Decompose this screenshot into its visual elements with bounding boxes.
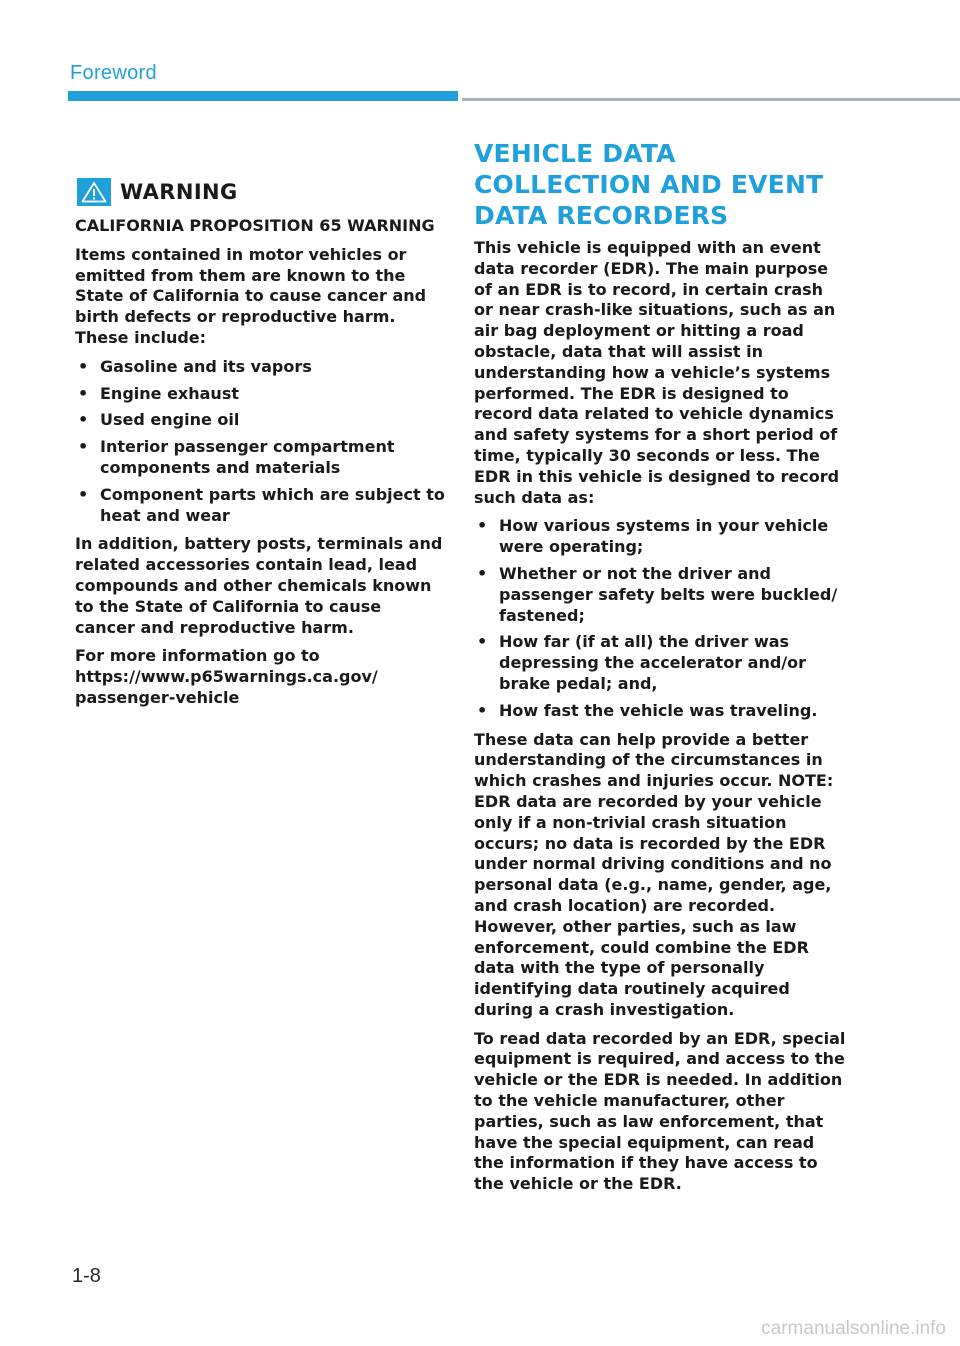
- warning-header: [77, 178, 445, 206]
- edr-intro: This vehicle is equipped with an event data recorder (EDR). The main purpose of an EDR is to record, in certain crash or near crash-like situations, such as an air bag deployment or hitting a road obstacle, data that will assist in understanding how a vehicle’s systems performed. The EDR is designed to record data related to vehicle dynamics and safety systems for a short period of time, typically 30 seconds or less. The EDR in this vehicle is designed to record such data as:: [474, 238, 840, 507]
- list-item: • Whether or not the driver and passenger safety belts were buckled/ fastened;: [474, 564, 846, 626]
- warning-intro: Items contained in motor vehicles or emitted from them are known to the State of California to cause cancer and birth defects or reproductive harm. These include:: [75, 244, 427, 347]
- header-rule-gray: [462, 98, 960, 101]
- watermark: carmanualsonline.info: [761, 1318, 946, 1339]
- list-item: • How various systems in your vehicle were operating;: [474, 516, 846, 558]
- list-item: • How far (if at all) the driver was depressing the accelerator and/or brake pedal; and,: [474, 632, 846, 694]
- list-item: • Component parts which are subject to heat and wear: [75, 485, 445, 527]
- edr-heading: VEHICLE DATA COLLECTION AND EVENT DATA RECORDERS: [474, 139, 824, 230]
- list-item: • Interior passenger compartment components and materials: [75, 437, 445, 479]
- warning-triangle-icon: [77, 178, 111, 206]
- page-number: 1-8: [72, 1265, 101, 1287]
- list-item: • Engine exhaust: [75, 384, 445, 405]
- warning-subtitle: CALIFORNIA PROPOSITION 65 WARNING: [75, 216, 435, 235]
- warning-more-info: For more information go to https://www.p65warnings.ca.gov/ passenger-vehicle: [75, 646, 378, 707]
- warning-addition: In addition, battery posts, terminals and related accessories contain lead, lead compounds and other chemicals known to the State of California to cause cancer and reproductive harm.: [75, 534, 443, 637]
- warning-column: [75, 178, 445, 717]
- section-label: Foreword: [70, 62, 157, 84]
- list-item: • How fast the vehicle was traveling.: [474, 701, 846, 722]
- header-rule-accent: [68, 91, 458, 101]
- edr-paragraph-3: To read data recorded by an EDR, special equipment is required, and access to the vehicle or the EDR is needed. In addition to the vehicle manufacturer, other parties, such as law enforcement, that have the special equipment, can read the information if they have access to the vehicle or the EDR.: [474, 1028, 846, 1194]
- warning-list: [75, 357, 445, 527]
- edr-list: [474, 516, 846, 721]
- list-item: • Gasoline and its vapors: [75, 357, 445, 378]
- edr-column: [474, 138, 846, 1203]
- list-item: • Used engine oil: [75, 410, 445, 431]
- edr-paragraph-2: These data can help provide a better understanding of the circumstances in which crashes and injuries occur. NOTE: EDR data are recorded by your vehicle only if a non-trivial crash situation occurs; no data is recorded by the EDR under normal driving conditions and no personal data (e.g., name, gender, age, and crash location) are recorded. However, other parties, such as law enforcement, could combine the EDR data with the type of personally identifying data routinely acquired during a crash investigation.: [474, 729, 834, 1019]
- warning-title: WARNING: [120, 180, 238, 204]
